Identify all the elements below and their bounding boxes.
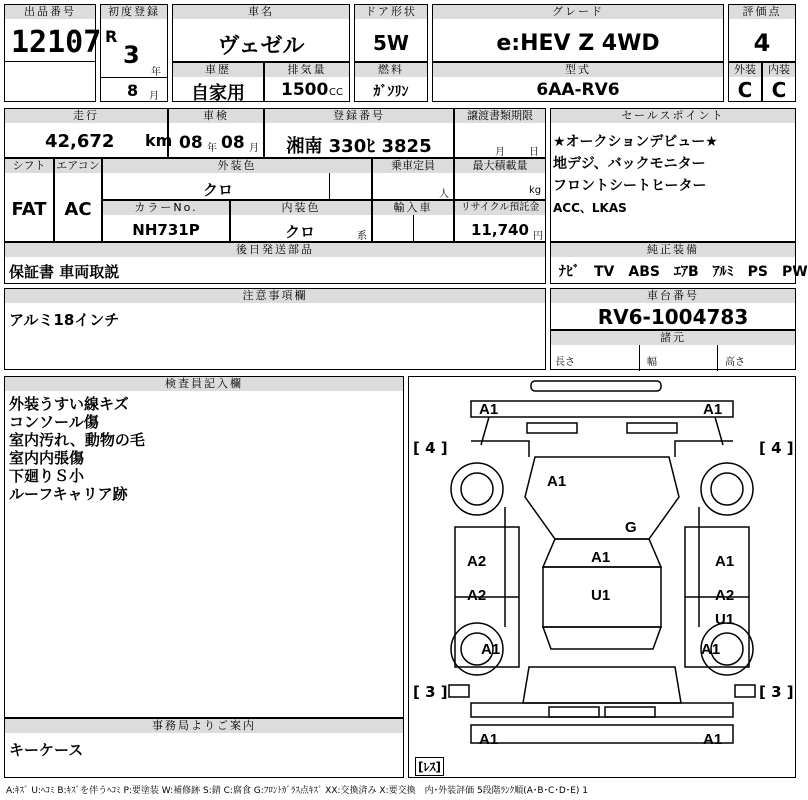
mileage-label: 走行	[5, 109, 167, 123]
tire-front-right: [ 4 ]	[759, 439, 794, 457]
cc-unit: CC	[329, 87, 343, 98]
exterior-color-cell	[102, 158, 372, 200]
tire-rear-right: [ 3 ]	[759, 683, 794, 701]
mark-roof-1: A1	[591, 549, 611, 566]
mark-rear-fender-left: A1	[481, 641, 501, 658]
score-cell	[728, 4, 796, 62]
km-unit: km	[145, 131, 173, 150]
interior-color-cell	[230, 200, 372, 242]
transfer-day-unit: 日	[529, 147, 539, 158]
length-label: 長さ	[555, 357, 575, 368]
grade-label: グレード	[433, 5, 723, 19]
damage-diagram	[408, 376, 796, 778]
year-unit: 年	[151, 67, 161, 78]
mileage-cell	[4, 108, 173, 158]
month-unit: 月	[149, 91, 159, 102]
recycle-fee: 11,740	[471, 221, 529, 239]
inspector-note-5: 下廻りＳ小	[9, 467, 85, 485]
color-number-label: カラーNo.	[103, 201, 229, 215]
car-outline	[409, 377, 795, 777]
genuine-equipment: ﾅﾋﾞ TV ABS ｴｱB ｱﾙﾐ PS PW	[559, 264, 808, 280]
exterior-grade: C	[737, 78, 753, 102]
model-cell	[432, 62, 724, 102]
fuel-cell	[354, 62, 428, 102]
recycle-cell	[454, 200, 546, 242]
office-notes-cell	[4, 718, 404, 778]
notes-cell	[4, 288, 546, 370]
capacity-unit: 人	[439, 189, 449, 200]
exterior-grade-label: 外装	[729, 63, 761, 77]
sales-points-label: セールスポイント	[551, 109, 795, 123]
mark-roof-2: U1	[591, 587, 611, 604]
history-label: 車歴	[173, 63, 263, 77]
inspector-note-4: 室内内張傷	[9, 449, 85, 467]
registration-cell	[264, 108, 454, 158]
inspector-notes-label: 検査員記入欄	[5, 377, 403, 391]
import-cell	[372, 200, 454, 242]
interior-color: クロ	[285, 223, 316, 241]
registration-label: 登録番号	[265, 109, 453, 123]
mark-rear-bumper-right: A1	[703, 731, 723, 748]
inspection-label: 車検	[169, 109, 263, 123]
first-registration-month: 8	[127, 81, 139, 100]
damage-legend: A:ｷｽﾞ U:ﾍｺﾐ B:ｷｽﾞを伴うﾍｺﾐ P:要塗装 W:補修跡 S:錆 C:腐食 G:ﾌﾛﾝﾄｶﾞﾗｽ点ｷｽﾞ XX:交換済み X:要交換 内･外装評価 5段階ﾗﾝｸ順(A･B･C･D･E) 1	[6, 786, 589, 796]
car-name: ヴェゼル	[217, 34, 305, 59]
displacement-label: 排気量	[265, 63, 349, 77]
first-registration-year: 3	[123, 41, 140, 69]
color-number-cell	[102, 200, 230, 242]
inspection-cell	[168, 108, 264, 158]
chassis-cell	[550, 288, 796, 330]
aircon: AC	[64, 199, 92, 220]
car-name-label: 車名	[173, 5, 349, 19]
max-load-cell	[454, 158, 546, 200]
fuel-label: 燃料	[355, 63, 427, 77]
door-type: 5W	[373, 31, 409, 55]
mark-hood: A1	[547, 473, 567, 490]
era-mark: R	[105, 27, 118, 46]
grade-cell	[432, 4, 724, 62]
mark-front-door-left: A2	[467, 553, 487, 570]
later-parts: 保証書 車両取説	[9, 263, 120, 281]
mark-front-door-right: A1	[715, 553, 735, 570]
registration-number: 湘南 330ﾋ 3825	[286, 136, 432, 157]
inspection-month-unit: 月	[249, 143, 259, 154]
inspector-note-3: 室内汚れ、動物の毛	[9, 431, 145, 449]
notes: アルミ18インチ	[9, 311, 120, 329]
sales-point-3: フロントシートヒーター	[553, 178, 707, 194]
door-label: ドア形状	[355, 5, 427, 19]
inspector-note-1: 外装うすい線キズ	[9, 395, 129, 413]
inspector-note-6: ルーフキャリア跡	[9, 485, 128, 503]
aircon-label: エアコン	[56, 159, 100, 172]
lot-number: 12107	[11, 25, 102, 60]
office-notes-label: 事務局よりご案内	[5, 719, 403, 733]
inspector-notes-cell	[4, 376, 404, 718]
tire-front-left: [ 4 ]	[413, 439, 448, 457]
interior-grade: C	[771, 78, 787, 102]
inspection-year-unit: 年	[207, 143, 217, 154]
score-label: 評価点	[729, 5, 795, 19]
model-label: 型式	[433, 63, 723, 77]
capacity-cell	[372, 158, 454, 200]
capacity-label: 乗車定員	[373, 159, 453, 173]
door-cell	[354, 4, 428, 62]
sales-points-cell	[550, 108, 796, 242]
score: 4	[753, 29, 771, 57]
mileage: 42,672	[45, 131, 115, 152]
mark-windshield: G	[625, 519, 637, 536]
mark-front-bumper-right: A1	[703, 401, 723, 418]
shift: FAT	[11, 199, 47, 220]
notes-label: 注意事項欄	[5, 289, 545, 303]
grade: e:HEV Z 4WD	[496, 31, 660, 56]
genuine-equipment-label: 純正装備	[551, 243, 795, 257]
recycle-label: リサイクル預託金	[455, 201, 545, 215]
specs-label: 諸元	[551, 331, 795, 345]
inspector-note-2: コンソール傷	[9, 413, 99, 431]
mark-rear-fender-right: A1	[701, 641, 721, 658]
lot-number-label: 出品番号	[5, 5, 95, 19]
exterior-color-label: 外装色	[103, 159, 371, 173]
max-load-label: 最大積載量	[455, 159, 545, 173]
chassis-label: 車台番号	[551, 289, 795, 303]
mark-rear-door-right-2: U1	[715, 611, 735, 628]
sales-point-1: ★オークションデビュー★	[553, 134, 718, 150]
aircon-cell	[54, 158, 102, 242]
car-name-cell	[172, 4, 350, 62]
width-label: 幅	[647, 357, 657, 368]
history: 自家用	[191, 83, 245, 104]
inspection-year: 08	[179, 133, 203, 153]
mark-rear-bumper-left: A1	[479, 731, 499, 748]
transfer-label: 譲渡書類期限	[455, 109, 545, 123]
load-unit: kg	[529, 185, 542, 196]
interior-color-label: 内装色	[231, 201, 371, 215]
displacement: 1500	[281, 80, 329, 100]
color-number: NH731P	[132, 221, 200, 239]
mark-rear-door-right-1: A2	[715, 587, 735, 604]
exterior-grade-cell	[728, 62, 762, 102]
later-parts-label: 後日発送部品	[5, 243, 545, 257]
interior-grade-label: 内装	[763, 63, 795, 77]
specs-cell	[550, 330, 796, 370]
displacement-cell	[264, 62, 350, 102]
later-parts-cell	[4, 242, 546, 284]
interior-color-suffix: 系	[357, 231, 367, 242]
height-label: 高さ	[725, 357, 745, 368]
yen-unit: 円	[533, 231, 543, 242]
shift-cell	[4, 158, 54, 242]
transfer-month-unit: 月	[495, 147, 505, 158]
mark-front-bumper-left: A1	[479, 401, 499, 418]
model: 6AA-RV6	[536, 80, 620, 100]
interior-grade-cell	[762, 62, 796, 102]
mark-rear-door-left: A2	[467, 587, 487, 604]
exterior-color: クロ	[203, 181, 234, 199]
sales-point-2: 地デジ、バックモニター	[553, 156, 706, 172]
transfer-cell	[454, 108, 546, 158]
office-notes: キーケース	[9, 741, 84, 759]
shift-label: シフト	[5, 159, 53, 173]
lot-number-cell	[4, 4, 102, 102]
history-cell	[172, 62, 264, 102]
sales-point-4: ACC、LKAS	[553, 201, 627, 215]
fuel: ｶﾞｿﾘﾝ	[373, 84, 409, 100]
spare-tire: [ﾚｽ]	[415, 757, 444, 776]
tire-rear-left: [ 3 ]	[413, 683, 448, 701]
genuine-equipment-cell	[550, 242, 808, 284]
first-registration-cell	[100, 4, 168, 102]
inspection-month: 08	[221, 133, 245, 153]
import-label: 輸入車	[373, 201, 453, 215]
chassis-number: RV6-1004783	[597, 305, 749, 329]
first-registration-label: 初度登録	[101, 5, 167, 19]
